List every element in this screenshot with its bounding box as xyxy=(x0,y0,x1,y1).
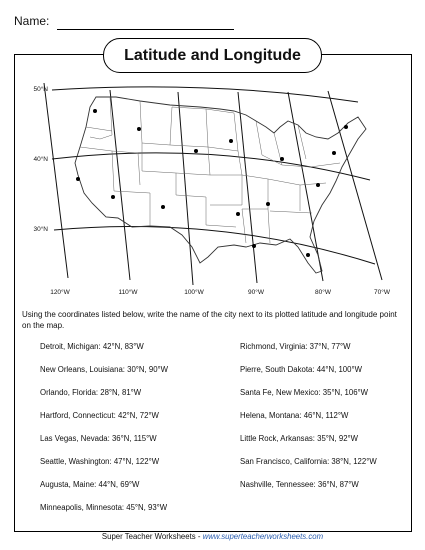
city-dot xyxy=(93,109,97,113)
worksheet-title: Latitude and Longitude xyxy=(103,38,322,73)
city-dot xyxy=(161,205,165,209)
clue-helena: Helena, Montana: 46°N, 112°W xyxy=(240,411,349,420)
city-dot xyxy=(236,212,240,216)
clue-las-vegas: Las Vegas, Nevada: 36°N, 115°W xyxy=(40,434,157,443)
clue-nashville: Nashville, Tennessee: 36°N, 87°W xyxy=(240,480,359,489)
footer-brand: Super Teacher Worksheets xyxy=(101,532,196,541)
city-dot xyxy=(76,177,80,181)
latitude-line-30 xyxy=(54,226,375,264)
longitude-line-70 xyxy=(328,91,382,280)
clue-seattle: Seattle, Washington: 47°N, 122°W xyxy=(40,457,160,466)
longitude-label-120W: 120°W xyxy=(50,289,70,296)
longitude-line-90 xyxy=(238,92,257,283)
city-dot xyxy=(344,125,348,129)
us-map xyxy=(20,75,400,300)
name-label: Name: xyxy=(14,14,50,28)
footer-site-link[interactable]: www.superteacherworksheets.com xyxy=(202,532,324,541)
city-dot xyxy=(332,151,336,155)
longitude-label-70W: 70°W xyxy=(374,289,390,296)
city-dot xyxy=(280,157,284,161)
clue-new-orleans: New Orleans, Louisiana: 30°N, 90°W xyxy=(40,365,169,374)
longitude-line-110 xyxy=(110,90,130,280)
longitude-label-80W: 80°W xyxy=(315,289,331,296)
clue-santa-fe: Santa Fe, New Mexico: 35°N, 106°W xyxy=(240,388,369,397)
clue-richmond: Richmond, Virginia: 37°N, 77°W xyxy=(240,342,351,351)
us-outline xyxy=(75,97,366,273)
instructions: Using the coordinates listed below, write the name of the city next to its plotted latitude and longitude point on the map. xyxy=(22,310,397,330)
footer-separator: - xyxy=(195,532,203,541)
longitude-line-120 xyxy=(44,83,68,278)
clue-hartford: Hartford, Connecticut: 42°N, 72°W xyxy=(40,411,159,420)
city-dot xyxy=(137,127,141,131)
city-dot xyxy=(111,195,115,199)
city-dot xyxy=(306,253,310,257)
city-dot xyxy=(252,244,256,248)
city-dot xyxy=(316,183,320,187)
clue-augusta: Augusta, Maine: 44°N, 69°W xyxy=(40,480,140,489)
latitude-label-40N: 40°N xyxy=(33,156,48,163)
latitude-line-40 xyxy=(52,153,370,180)
clue-san-francisco: San Francisco, California: 38°N, 122°W xyxy=(240,457,377,466)
longitude-label-110W: 110°W xyxy=(118,289,138,296)
longitude-label-100W: 100°W xyxy=(184,289,204,296)
city-dot xyxy=(266,202,270,206)
latitude-line-50 xyxy=(52,87,358,102)
longitude-label-90W: 90°W xyxy=(248,289,264,296)
city-dot xyxy=(229,139,233,143)
footer xyxy=(0,532,425,541)
clue-pierre: Pierre, South Dakota: 44°N, 100°W xyxy=(240,365,362,374)
latitude-label-50N: 50°N xyxy=(33,86,48,93)
longitude-line-100 xyxy=(178,92,193,285)
name-line[interactable] xyxy=(57,29,234,30)
clue-little-rock: Little Rock, Arkansas: 35°N, 92°W xyxy=(240,434,359,443)
clue-minneapolis: Minneapolis, Minnesota: 45°N, 93°W xyxy=(40,503,168,512)
latitude-label-30N: 30°N xyxy=(33,226,48,233)
clue-orlando: Orlando, Florida: 28°N, 81°W xyxy=(40,388,142,397)
clue-detroit: Detroit, Michigan: 42°N, 83°W xyxy=(40,342,144,351)
city-dot xyxy=(194,149,198,153)
